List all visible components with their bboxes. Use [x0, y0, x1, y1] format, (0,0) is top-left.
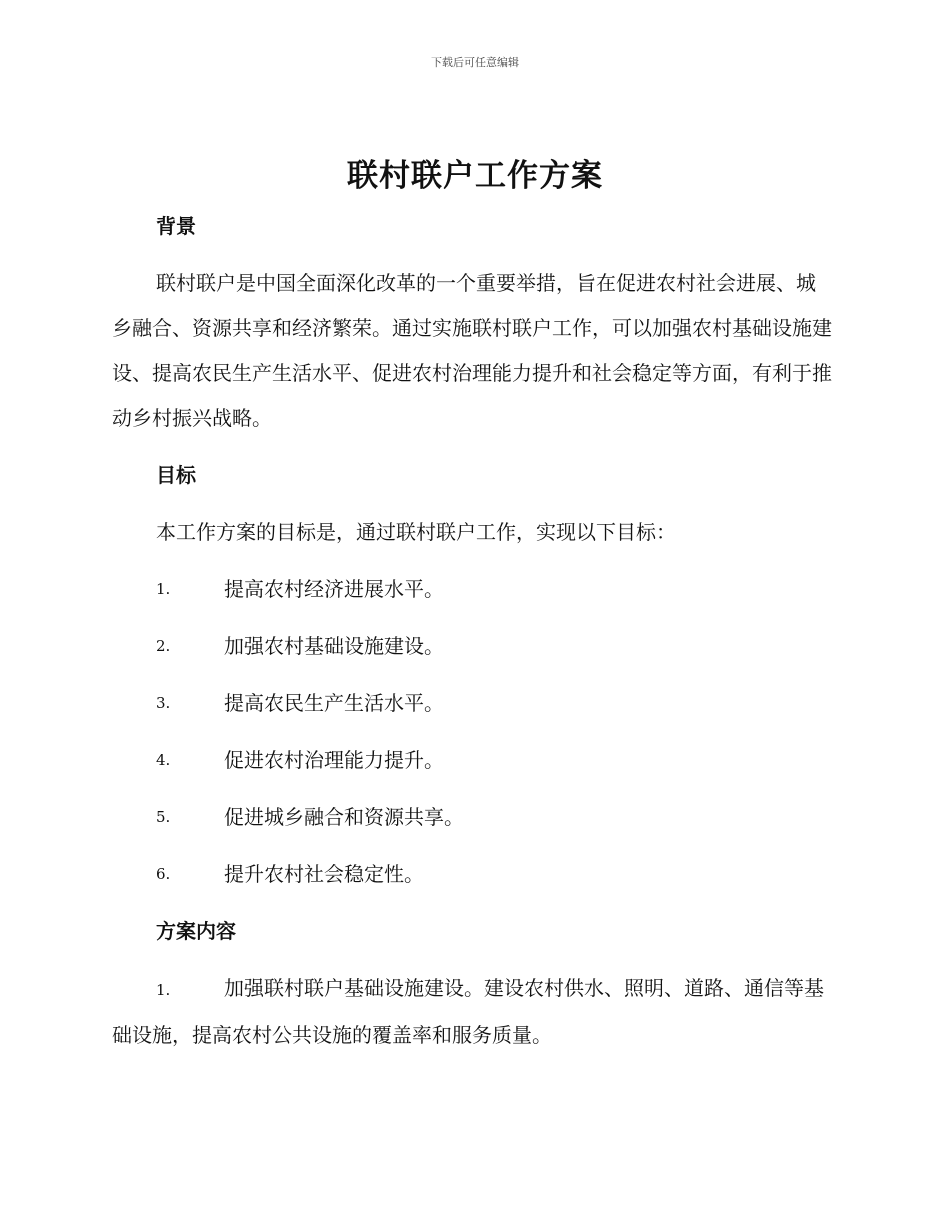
goal-item — [112, 738, 832, 783]
goal-text: 提高农民生产生活水平。 — [224, 691, 444, 715]
goal-text: 提高农村经济进展水平。 — [224, 577, 444, 601]
plan-number: 1. — [156, 981, 171, 999]
goal-number: 5. — [156, 808, 171, 826]
document-title: 联村联户工作方案 — [347, 158, 603, 194]
goals-intro: 本工作方案的目标是，通过联村联户工作，实现以下目标： — [156, 520, 676, 544]
goal-item — [112, 795, 832, 840]
goal-number: 6. — [156, 865, 171, 883]
goal-text: 促进农村治理能力提升。 — [224, 748, 444, 772]
goal-text: 提升农村社会稳定性。 — [224, 862, 424, 886]
goal-number: 1. — [156, 580, 171, 598]
goal-item — [112, 852, 832, 897]
goal-number: 2. — [156, 637, 171, 655]
goal-text: 加强农村基础设施建设。 — [224, 634, 444, 658]
background-paragraph: 联村联户是中国全面深化改革的一个重要举措，旨在促进农村社会进展、城乡融合、资源共享和经济繁荣。通过实施联村联户工作，可以加强农村基础设施建设、提高农民生产生活水平、促进农村治理能力提升和社会稳定等方面，有利于推动乡村振兴战略。 — [112, 271, 832, 430]
section-heading-goals: 目标 — [156, 463, 196, 487]
plan-text: 加强联村联户基础设施建设。建设农村供水、照明、道路、通信等基础设施，提高农村公共设施的覆盖率和服务质量。 — [112, 976, 824, 1047]
header-note: 下载后可任意编辑 — [431, 56, 519, 69]
goal-text: 促进城乡融合和资源共享。 — [224, 805, 464, 829]
goal-item — [112, 681, 832, 726]
goal-number: 4. — [156, 751, 171, 769]
goal-item — [112, 624, 832, 669]
goal-number: 3. — [156, 694, 171, 712]
document-body — [112, 204, 832, 1058]
goal-item — [112, 567, 832, 612]
section-heading-background: 背景 — [156, 214, 196, 238]
plan-item — [112, 966, 832, 1058]
section-heading-plan: 方案内容 — [156, 919, 236, 943]
